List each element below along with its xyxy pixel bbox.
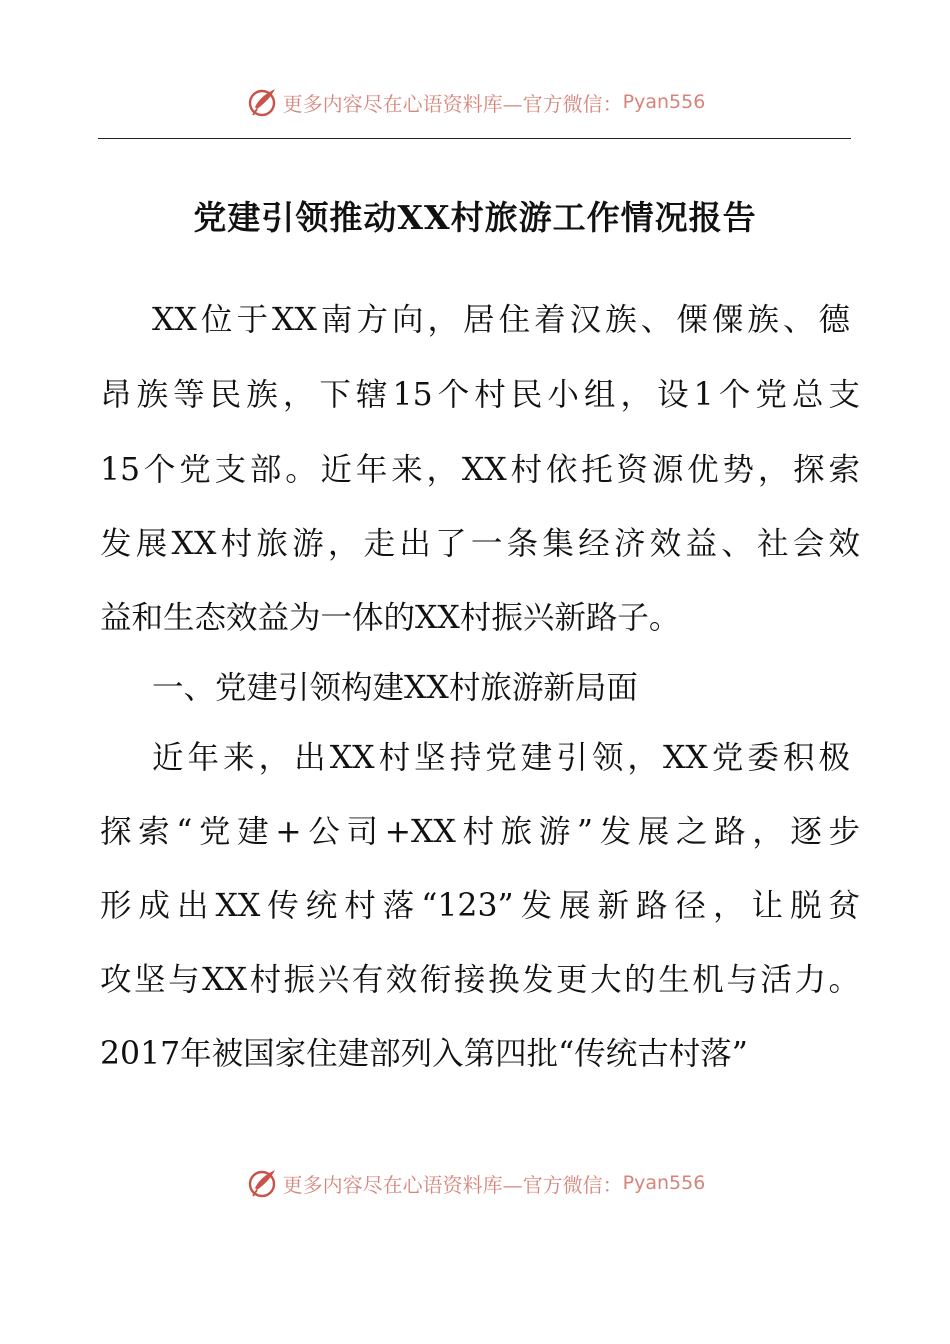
watermark-text: 更多内容尽在心语资料库—官方微信：	[282, 1172, 623, 1197]
body-line: 15个党支部。近年来，XX村依托资源优势，探索	[100, 452, 860, 488]
body-line: XX位于XX南方向，居住着汉族、傈僳族、德	[152, 302, 850, 338]
body-line: 昂族等民族，下辖15个村民小组，设1个党总支	[100, 377, 860, 413]
document-title: 党建引领推动XX村旅游工作情况报告	[193, 198, 757, 237]
body-line: 探索“党建+公司+XX村旅游”发展之路，逐步	[100, 814, 860, 850]
quill-logo-icon	[245, 1166, 279, 1200]
header-divider	[98, 138, 851, 139]
quill-logo-icon	[245, 85, 279, 119]
footer-watermark	[0, 1163, 950, 1203]
body-line: 近年来，出XX村坚持党建引领，XX党委积极	[152, 740, 850, 776]
watermark-wechat-id: Pyan556	[622, 91, 706, 113]
body-line: 攻坚与XX村振兴有效衔接换发更大的生机与活力。	[100, 962, 860, 998]
body-line: 形成出XX传统村落“123”发展新路径，让脱贫	[100, 888, 860, 924]
body-line: 2017年被国家住建部列入第四批“传统古村落”	[100, 1036, 748, 1072]
watermark-text: 更多内容尽在心语资料库—官方微信：	[282, 91, 623, 116]
body-line: 发展XX村旅游，走出了一条集经济效益、社会效	[100, 526, 860, 562]
watermark-wechat-id: Pyan556	[622, 1172, 706, 1194]
header-watermark	[0, 82, 950, 122]
body-line: 益和生态效益为一体的XX村振兴新路子。	[100, 600, 681, 636]
section-heading: 一、党建引领构建XX村旅游新局面	[152, 670, 638, 706]
